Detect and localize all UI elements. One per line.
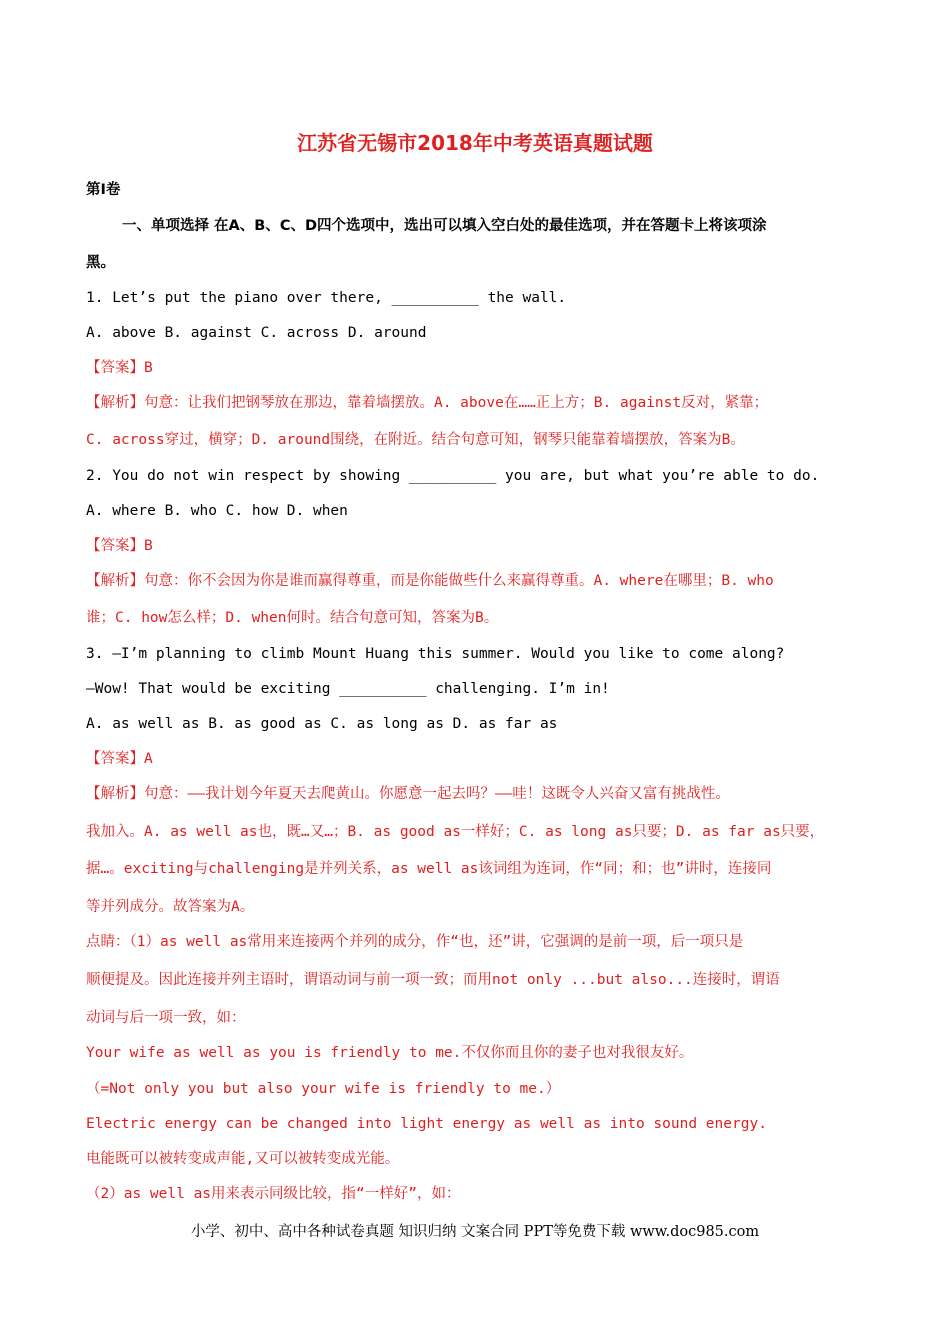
q1-stem: 1. Let’s put the piano over there, __________ the wall. bbox=[86, 290, 567, 306]
q3-tip-cont: 动词与后一项一致，如： bbox=[86, 1010, 246, 1026]
q3-analysis-cont: 我加入。A. as well as也，既…又…；B. as good as一样好；C. as long as只要；D. as far as只要， bbox=[86, 824, 825, 840]
volume-label: 第Ⅰ卷 bbox=[86, 182, 121, 198]
q3-example: （=Not only you but also your wife is friendly to me.） bbox=[86, 1081, 561, 1097]
q3-tip2: （2）as well as用来表示同级比较，指“一样好”，如： bbox=[86, 1186, 461, 1202]
q3-stem-cont: —Wow! That would be exciting __________ challenging. I’m in! bbox=[86, 681, 610, 697]
page-title: 江苏省无锡市2018年中考英语真题试题 bbox=[297, 131, 653, 155]
q2-options: A. where B. who C. how D. when bbox=[86, 503, 348, 519]
q3-analysis-cont: 据…。exciting与challenging是并列关系，as well as该词组为连词，作“同；和；也”讲时，连接同 bbox=[86, 861, 772, 877]
section-heading: 一、单项选择 在A、B、C、D四个选项中，选出可以填入空白处的最佳选项，并在答题卡上将该项涂 bbox=[122, 218, 767, 234]
page-footer: 小学、初中、高中各种试卷真题 知识归纳 文案合同 PPT等免费下载 www.doc985.com bbox=[190, 1224, 760, 1240]
q3-example: Your wife as well as you is friendly to me.不仅你而且你的妻子也对我很友好。 bbox=[86, 1045, 694, 1061]
q3-analysis-cont: 等并列成分。故答案为A。 bbox=[86, 899, 255, 915]
q3-tip: 点睛：（1）as well as常用来连接两个并列的成分，作“也，还”讲，它强调的是前一项，后一项只是 bbox=[86, 934, 744, 950]
q2-analysis: 【解析】句意：你不会因为你是谁而赢得尊重，而是你能做些什么来赢得尊重。A. where在哪里；B. who bbox=[86, 573, 774, 589]
q3-answer: 【答案】A bbox=[86, 751, 153, 767]
q2-stem: 2. You do not win respect by showing __________ you are, but what you’re able to do. bbox=[86, 468, 820, 484]
q1-analysis-cont: C. across穿过，横穿；D. around围绕，在附近。结合句意可知，钢琴只能靠着墙摆放，答案为B。 bbox=[86, 432, 745, 448]
q2-answer: 【答案】B bbox=[86, 538, 153, 554]
q3-analysis: 【解析】句意：——我计划今年夏天去爬黄山。你愿意一起去吗？——哇！这既令人兴奋又富有挑战性。 bbox=[86, 786, 730, 802]
section-heading-cont: 黑。 bbox=[86, 255, 115, 271]
q3-example: 电能既可以被转变成声能,又可以被转变成光能。 bbox=[86, 1151, 400, 1167]
q1-analysis: 【解析】句意：让我们把钢琴放在那边，靠着墙摆放。A. above在……正上方；B. against反对，紧靠； bbox=[86, 395, 769, 411]
q3-options: A. as well as B. as good as C. as long as D. as far as bbox=[86, 716, 558, 732]
q3-example: Electric energy can be changed into light energy as well as into sound energy. bbox=[86, 1116, 767, 1132]
q1-options: A. above B. against C. across D. around bbox=[86, 325, 427, 341]
q3-stem: 3. —I’m planning to climb Mount Huang this summer. Would you like to come along? bbox=[86, 646, 785, 662]
q1-answer: 【答案】B bbox=[86, 360, 153, 376]
q3-tip-cont: 顺便提及。因此连接并列主语时，谓语动词与前一项一致；而用not only ...but also...连接时，谓语 bbox=[86, 972, 780, 988]
q2-analysis-cont: 谁；C. how怎么样；D. when何时。结合句意可知，答案为B。 bbox=[86, 610, 499, 626]
